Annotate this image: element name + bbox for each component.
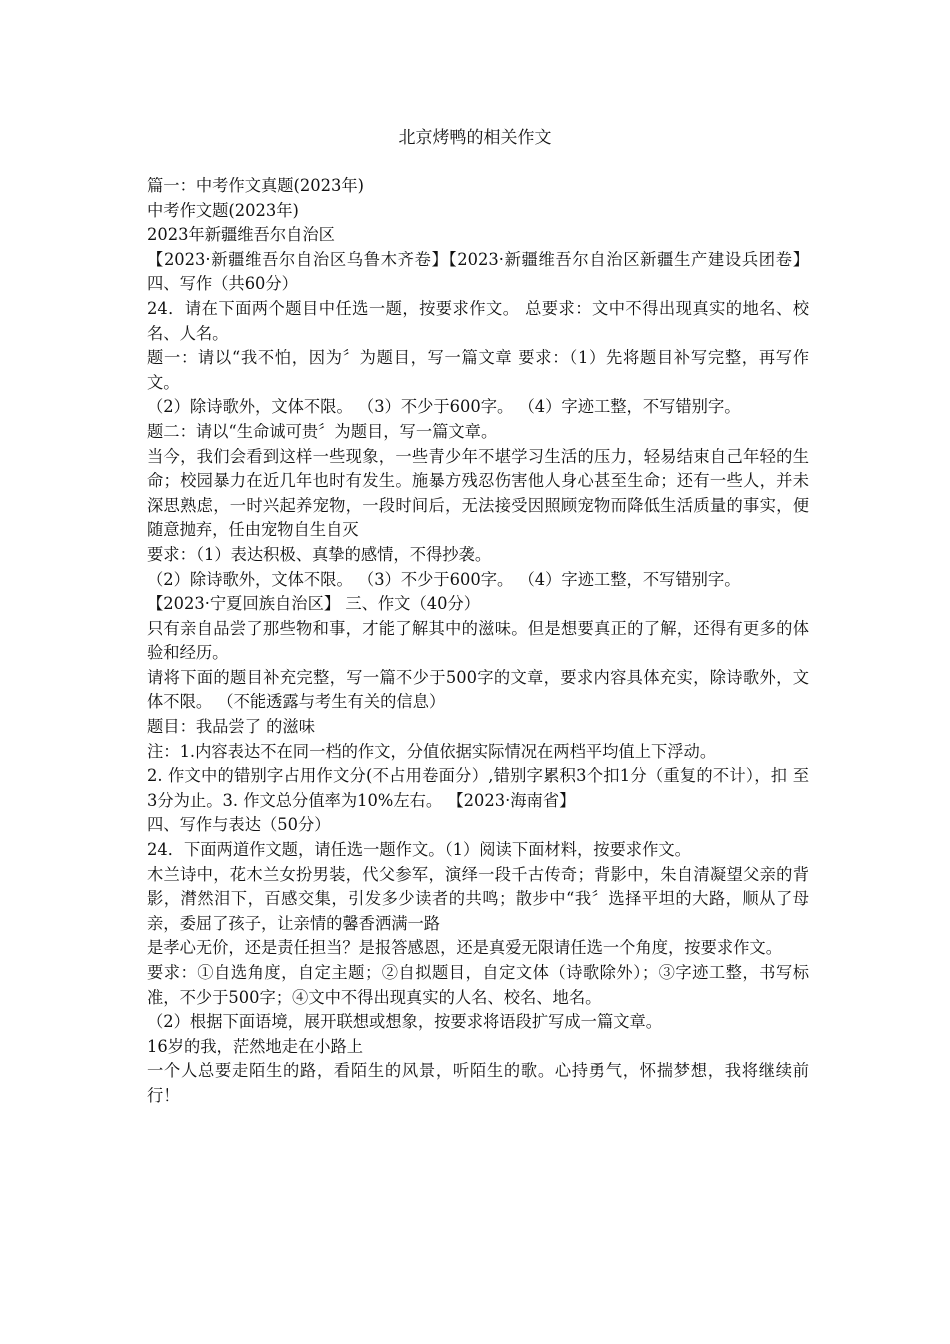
paragraph: （2）除诗歌外，文体不限。 （3）不少于600字。 （4）字迹工整，不写错别字。	[147, 397, 741, 417]
paragraph: （2）根据下面语境，展开联想或想象，按要求将语段扩写成一篇文章。	[147, 1012, 663, 1032]
paragraph: 题目：我品尝了 的滋味	[147, 717, 315, 737]
paragraph: 注：1.内容表达不在同一档的作文，分值依据实际情况在两档平均值上下浮动。	[147, 741, 717, 761]
paragraph: 中考作文题(2023年)	[147, 200, 299, 220]
paragraph: 是孝心无价，还是责任担当？是报答感恩，还是真爱无限请任选一个角度，按要求作文。	[147, 938, 782, 958]
paragraph: 【2023·宁夏回族自治区】 三、作文（40分）	[147, 594, 481, 614]
paragraph: 篇一：中考作文真题(2023年)	[147, 176, 364, 195]
paragraph: 要求：①自选角度，自定主题；②自拟题目，自定文体（诗歌除外）；③字迹工整，书写标准，不少于500字；④文中不得出现真实的人名、校名、地名。	[147, 963, 809, 1007]
paragraph: 当今，我们会看到这样一些现象，一些青少年不堪学习生活的压力，轻易结束自己年轻的生命；校园暴力在近几年也时有发生。施暴方残忍伤害他人身心甚至生命；还有一些人，并未深思熟虑，一时兴起养宠物，一段时间后，无法接受因照顾宠物而降低生活质量的事实，便随意抛弃，任由宠物自生自灭	[147, 446, 809, 540]
paragraph: 只有亲自品尝了那些物和事，才能了解其中的滋味。但是想要真正的了解，还得有更多的体验和经历。	[147, 618, 809, 663]
paragraph: 四、写作与表达（50分）	[147, 815, 331, 835]
paragraph: 一个人总要走陌生的路，看陌生的风景，听陌生的歌。心持勇气，怀揣梦想，我将继续前行！	[147, 1061, 809, 1105]
document-title: 北京烤鸭的相关作文	[398, 128, 552, 148]
paragraph: 要求：（1）表达积极、真挚的感情，不得抄袭。	[147, 544, 492, 564]
paragraph: 2. 作文中的错别字占用作文分(不占用卷面分）,错别字累积3个扣1分（重复的不计），扣 至3分为止。3. 作文总分值率为10%左右。 【2023·海南省】	[147, 766, 809, 810]
paragraph: 题一：请以“我不怕，因为〞为题目，写一篇文章 要求：（1）先将题目补写完整，再写作文。	[147, 348, 809, 392]
paragraph: 16岁的我，茫然地走在小路上	[147, 1036, 364, 1056]
paragraph: 【2023·新疆维吾尔自治区乌鲁木齐卷】【2023·新疆维吾尔自治区新疆生产建设兵团卷】四、写作（共60分）	[147, 249, 809, 294]
paragraph: 2023年新疆维吾尔自治区	[147, 225, 335, 245]
paragraph: 木兰诗中，花木兰女扮男装，代父参军，演绎一段千古传奇；背影中，朱自清凝望父亲的背影，潸然泪下，百感交集，引发多少读者的共鸣；散步中“我〞选择平坦的大路，顺从了母亲，委屈了孩子，让亲情的馨香洒满一路	[147, 864, 809, 933]
paragraph: 24．下面两道作文题，请任选一题作文。（1）阅读下面材料，按要求作文。	[147, 840, 691, 860]
paragraph: （2）除诗歌外，文体不限。 （3）不少于600字。 （4）字迹工整，不写错别字。	[147, 569, 741, 589]
paragraph: 请将下面的题目补充完整，写一篇不少于500字的文章，要求内容具体充实，除诗歌外，文体不限。 （不能透露与考生有关的信息）	[147, 667, 809, 712]
document-body	[147, 174, 809, 1109]
paragraph: 24．请在下面两个题目中任选一题，按要求作文。 总要求：文中不得出现真实的地名、校名、人名。	[147, 298, 809, 343]
paragraph: 题二：请以“生命诚可贵〞为题目，写一篇文章。	[147, 421, 498, 441]
